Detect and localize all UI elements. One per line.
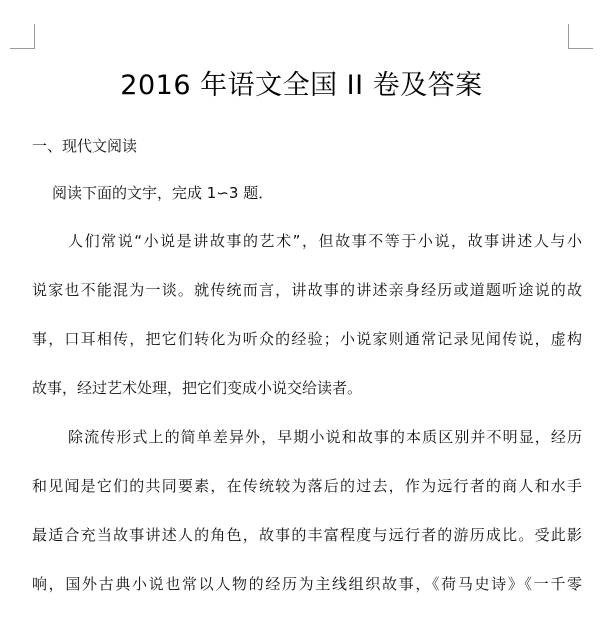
paragraph-line: 最适合充当故事讲述人的角色，故事的丰富程度与远行者的游历成比。受此影	[32, 526, 582, 544]
paragraph-line: 除流传形式上的简单差异外，早期小说和故事的本质区别并不明显，经历	[68, 428, 582, 446]
paragraph-line: 和见闻是它们的共同要素，在传统较为落后的过去，作为远行者的商人和水手	[32, 477, 582, 495]
paragraph-2	[32, 427, 582, 623]
paragraph-line: 事，口耳相传，把它们转化为听众的经验；小说家则通常记录见闻传说，虚构	[32, 330, 582, 348]
document-title: 2016 年语文全国 II 卷及答案	[120, 70, 483, 101]
paragraph-line: 人们常说“小说是讲故事的艺术”，但故事不等于小说，故事讲述人与小	[68, 232, 582, 250]
paragraph-line: 故事，经过艺术处理，把它们变成小说交给读者。	[32, 379, 363, 397]
paragraph-line: 说家也不能混为一谈。就传统而言，讲故事的讲述亲身经历或道题听途说的故	[32, 281, 582, 299]
paragraph-1	[32, 231, 582, 427]
paragraph-line: 响，国外古典小说也常以人物的经历为主线组织故事，《荷马史诗》《一千零	[32, 575, 582, 593]
section-heading: 一、现代文阅读	[32, 137, 138, 155]
crop-mark-top-right	[568, 24, 593, 49]
reading-instruction: 阅读下面的文宇，完成 1∽3 题．	[52, 184, 274, 202]
crop-mark-top-left	[10, 24, 35, 49]
